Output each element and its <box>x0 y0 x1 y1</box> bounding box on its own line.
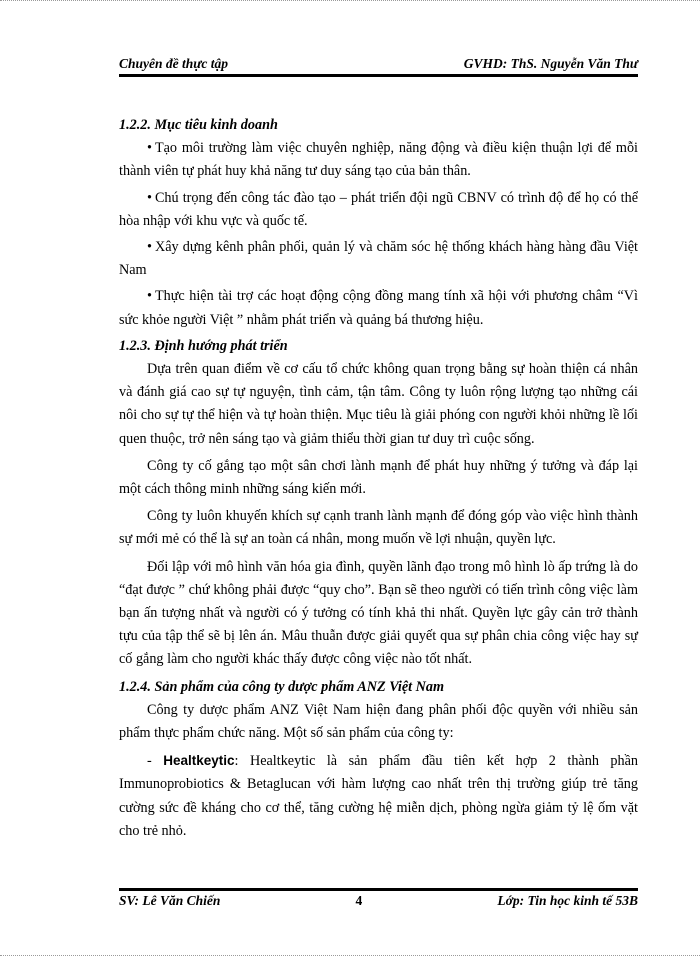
section-title-business-goals: 1.2.2. Mục tiêu kinh doanh <box>119 117 278 133</box>
goal-item <box>119 187 638 233</box>
bullet-icon: • <box>147 189 152 206</box>
goal-item <box>119 137 638 183</box>
header-rule <box>119 74 638 77</box>
goal-text: Thực hiện tài trợ các hoạt động cộng đồng mang tính xã hội với phương châm “Vì sức khỏe người Việt ” nhằm phát triển và quảng bá thương hiệu. <box>119 288 638 328</box>
goal-text: Tạo môi trường làm việc chuyên nghiệp, năng động và điều kiện thuận lợi để mỗi thành viên tự phát huy khả năng tư duy sáng tạo của bản thân. <box>119 140 638 180</box>
goal-item <box>119 285 638 331</box>
header-left: Chuyên đề thực tập <box>119 56 228 71</box>
product-prefix: - <box>147 753 164 770</box>
page-top-border <box>0 0 700 4</box>
goal-item <box>119 236 638 282</box>
footer-student: SV: Lê Văn Chiến <box>119 893 221 908</box>
page-bottom-border <box>0 955 700 957</box>
page-header <box>119 56 638 72</box>
development-paragraph: Dựa trên quan điểm về cơ cấu tổ chức không quan trọng bằng sự hoàn thiện cá nhân và đánh giá cao sự tự nguyện, tình cảm, tận tâm. Công ty luôn rộng lượng tạo những cái nôi cho sự tự thể hiện và tự hoàn thiện. Mục tiêu là giải phóng con người khỏi những lề lối quen thuộc, trở nên sáng tạo và giảm thiểu thời gian tư duy trì cuộc sống. <box>119 361 638 447</box>
page-footer <box>119 893 638 909</box>
footer-rule <box>119 888 638 891</box>
bullet-icon: • <box>147 239 152 256</box>
page-content <box>119 114 638 847</box>
bullet-icon: • <box>147 288 152 305</box>
footer-class: Lớp: Tin học kinh tế 53B <box>497 893 638 908</box>
page-number: 4 <box>355 893 363 908</box>
bullet-icon: • <box>147 140 152 157</box>
section-title-development: 1.2.3. Định hướng phát triển <box>119 337 288 354</box>
development-paragraph: Đối lập với mô hình văn hóa gia đình, quyền lãnh đạo trong mô hình lò ấp trứng là do “đạt được ” chứ không phải được “quy cho”. Bạn sẽ theo người có tiến trình công việc làm bạn ấn tượng nhất và người có ý tưởng có tính khả thi nhất. Quyền lực gây cản trở thành tựu của tập thể sẽ bị lên án. Mâu thuẫn được giải quyết qua sự phân chia công việc hay sự cố gắng làm cho người khác thấy được công việc nào tốt nhất. <box>119 558 638 668</box>
product-description: : Healtkeytic là sản phẩm đầu tiên kết hợp 2 thành phần Immunoprobiotics & Betaglucan với hàm lượng cao nhất trên thị trường giúp trẻ tăng cường sức đề kháng cho cơ thể, tăng cường hệ miễn dịch, phòng ngừa giảm tỷ lệ ốm vặt cho trẻ nhỏ. <box>119 753 638 839</box>
development-paragraph: Công ty cố gắng tạo một sân chơi lành mạnh để phát huy những ý tưởng và đáp lại một cách thông minh những sáng kiến mới. <box>119 457 638 498</box>
header-right: GVHD: ThS. Nguyễn Văn Thư <box>463 56 638 71</box>
goal-text: Xây dựng kênh phân phối, quản lý và chăm sóc hệ thống khách hàng hàng đầu Việt Nam <box>119 239 638 279</box>
product-name: Healtkeytic <box>163 753 235 769</box>
development-paragraph: Công ty luôn khuyến khích sự cạnh tranh lành mạnh để đóng góp vào việc hình thành sự mới mẻ có thể là sự an toàn cá nhân, mong muốn về lợi nhuận, quyền lực. <box>119 508 638 548</box>
products-intro: Công ty dược phẩm ANZ Việt Nam hiện đang phân phối độc quyền với nhiều sản phẩm thực phẩm chức năng. Một số sản phẩm của công ty: <box>119 701 638 742</box>
product-item <box>119 749 638 843</box>
goal-text: Chú trọng đến công tác đào tạo – phát triển đội ngũ CBNV có trình độ để họ có thể hòa nhập với khu vực và quốc tế. <box>119 189 638 229</box>
section-title-products: 1.2.4. Sản phẩm của công ty dược phẩm ANZ Việt Nam <box>119 678 444 695</box>
